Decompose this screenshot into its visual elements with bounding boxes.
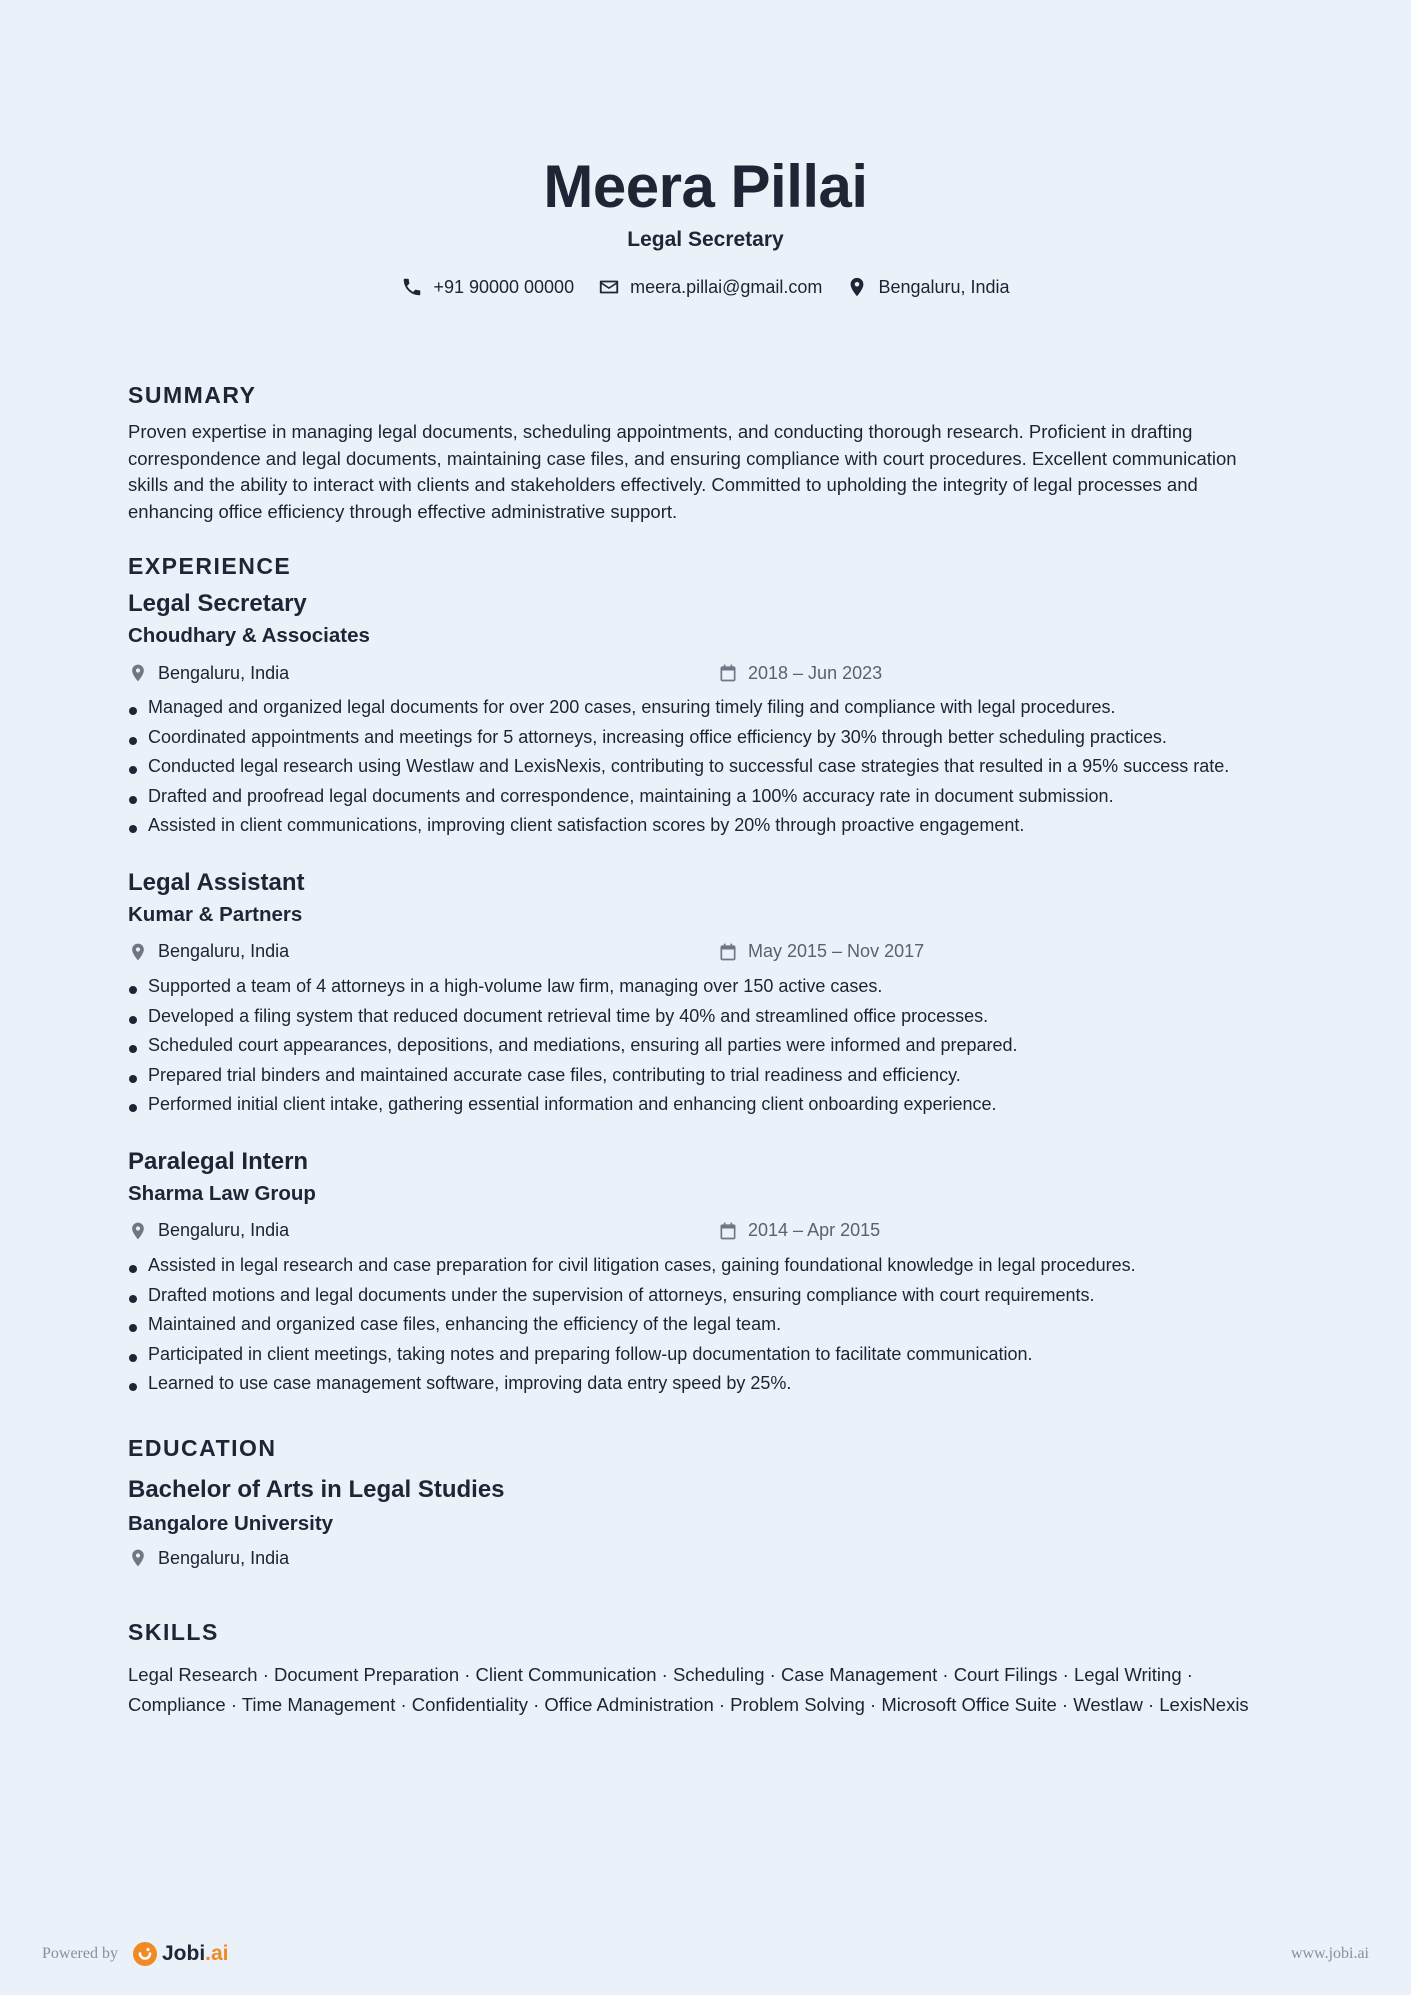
job-bullets xyxy=(128,972,1278,1120)
list-item: Assisted in legal research and case preparation for civil litigation cases, gaining foundational knowledge in legal procedures. xyxy=(128,1251,1278,1281)
brand-suffix: .ai xyxy=(205,1942,229,1965)
education-section xyxy=(128,1435,1278,1569)
contact-location xyxy=(846,276,1009,298)
email-icon xyxy=(598,276,620,298)
resume-body xyxy=(128,382,1278,1720)
summary-text: Proven expertise in managing legal documents, scheduling appointments, and conducting thorough research. Proficient in drafting correspondence and legal documents, maintaining case files, and ensuring compliance with court procedures. Excellent communication skills and the ability to interact with clients and stakeholders effectively. Committed to upholding the integrity of legal processes and enhancing office efficiency through effective administrative support. xyxy=(128,421,1237,522)
location-pin-icon xyxy=(128,1548,148,1568)
job-bullets xyxy=(128,693,1278,841)
job-company: Kumar & Partners xyxy=(128,902,303,926)
experience-heading: EXPERIENCE xyxy=(128,553,292,579)
experience-section xyxy=(128,553,1278,1399)
phone-text: +91 90000 00000 xyxy=(433,276,575,297)
list-item: Prepared trial binders and maintained accurate case files, contributing to trial readiness and efficiency. xyxy=(128,1061,1278,1091)
job-dates-text: 2014 – Apr 2015 xyxy=(748,1220,881,1241)
job-dates xyxy=(718,1220,880,1241)
list-item: Conducted legal research using Westlaw and LexisNexis, contributing to successful case strategies that resulted in a 95% success rate. xyxy=(128,752,1278,782)
skills-list xyxy=(128,1660,1278,1720)
list-item: Learned to use case management software, improving data entry speed by 25%. xyxy=(128,1369,1278,1399)
job-company: Sharma Law Group xyxy=(128,1181,316,1205)
email-text: meera.pillai@gmail.com xyxy=(630,276,823,297)
list-item: Assisted in client communications, improving client satisfaction scores by 20% through proactive engagement. xyxy=(128,811,1278,841)
candidate-role: Legal Secretary xyxy=(627,228,784,251)
job-title: Paralegal Intern xyxy=(128,1147,309,1175)
job-meta xyxy=(128,940,1278,964)
job-dates-text: 2018 – Jun 2023 xyxy=(748,662,883,683)
contact-phone xyxy=(401,276,574,298)
job-dates xyxy=(718,941,924,962)
list-item: Maintained and organized case files, enhancing the efficiency of the legal team. xyxy=(128,1310,1278,1340)
list-item: Supported a team of 4 attorneys in a high-volume law firm, managing over 150 active cases. xyxy=(128,972,1278,1002)
job-bullets xyxy=(128,1251,1278,1399)
location-pin-icon xyxy=(128,1221,148,1241)
job-location-text: Bengaluru, India xyxy=(158,1220,290,1241)
job-meta xyxy=(128,661,1278,685)
skills-line: Compliance · Time Management · Confidentiality · Office Administration · Problem Solving · Microsoft Office Suite · Westlaw · LexisNexis xyxy=(128,1693,1249,1715)
job-title: Legal Secretary xyxy=(128,590,307,617)
education-location xyxy=(128,1548,1278,1569)
website-link[interactable]: www.jobi.ai xyxy=(1290,1945,1369,1962)
page-footer xyxy=(0,1915,1411,1995)
job-location xyxy=(128,941,718,962)
skills-section xyxy=(128,1619,1278,1720)
powered-by-label: Powered by xyxy=(42,1945,118,1962)
job-company: Choudhary & Associates xyxy=(128,624,370,647)
education-school: Bangalore University xyxy=(128,1511,334,1535)
candidate-name: Meera Pillai xyxy=(543,153,868,220)
list-item: Scheduled court appearances, depositions, and mediations, ensuring all parties were informed and prepared. xyxy=(128,1031,1278,1061)
job-location xyxy=(128,1220,718,1241)
job-location xyxy=(128,663,718,684)
education-location-text: Bengaluru, India xyxy=(158,1547,290,1568)
location-pin-icon xyxy=(128,663,148,683)
list-item: Drafted motions and legal documents under the supervision of attorneys, ensuring compliance with court requirements. xyxy=(128,1281,1278,1311)
education-heading: EDUCATION xyxy=(128,1434,277,1461)
summary-heading: SUMMARY xyxy=(128,382,257,408)
powered-by xyxy=(42,1941,229,1967)
job-entry xyxy=(128,588,1278,841)
skills-line: Legal Research · Document Preparation · Client Communication · Scheduling · Case Management · Court Filings · Legal Writing · xyxy=(128,1663,1193,1685)
skills-heading: SKILLS xyxy=(128,1618,219,1645)
contact-info xyxy=(0,276,1411,298)
calendar-icon xyxy=(718,663,738,683)
list-item: Coordinated appointments and meetings for 5 attorneys, increasing office efficiency by 30% through better scheduling practices. xyxy=(128,723,1278,753)
job-meta xyxy=(128,1219,1278,1243)
job-location-text: Bengaluru, India xyxy=(158,662,290,683)
job-title: Legal Assistant xyxy=(128,868,305,896)
job-dates-text: May 2015 – Nov 2017 xyxy=(748,941,925,962)
job-location-text: Bengaluru, India xyxy=(158,941,290,962)
location-text: Bengaluru, India xyxy=(878,276,1010,297)
education-degree: Bachelor of Arts in Legal Studies xyxy=(128,1475,505,1503)
location-pin-icon xyxy=(128,942,148,962)
brand-name: Jobi xyxy=(161,1942,206,1965)
job-entry xyxy=(128,1146,1278,1399)
resume-header xyxy=(0,0,1411,298)
summary-section xyxy=(128,382,1278,525)
list-item: Performed initial client intake, gathering essential information and enhancing client onboarding experience. xyxy=(128,1090,1278,1120)
list-item: Managed and organized legal documents for over 200 cases, ensuring timely filing and compliance with legal procedures. xyxy=(128,693,1278,723)
list-item: Drafted and proofread legal documents and correspondence, maintaining a 100% accuracy rate in document submission. xyxy=(128,782,1278,812)
job-entry xyxy=(128,867,1278,1120)
calendar-icon xyxy=(718,1221,738,1241)
jobi-brand-link[interactable] xyxy=(132,1941,229,1967)
location-pin-icon xyxy=(846,276,868,298)
calendar-icon xyxy=(718,942,738,962)
contact-email xyxy=(598,276,822,298)
list-item: Participated in client meetings, taking notes and preparing follow-up documentation to facilitate communication. xyxy=(128,1340,1278,1370)
phone-icon xyxy=(401,276,423,298)
jobi-logo-icon xyxy=(132,1941,158,1967)
job-dates xyxy=(718,663,882,684)
list-item: Developed a filing system that reduced document retrieval time by 40% and streamlined office processes. xyxy=(128,1002,1278,1032)
